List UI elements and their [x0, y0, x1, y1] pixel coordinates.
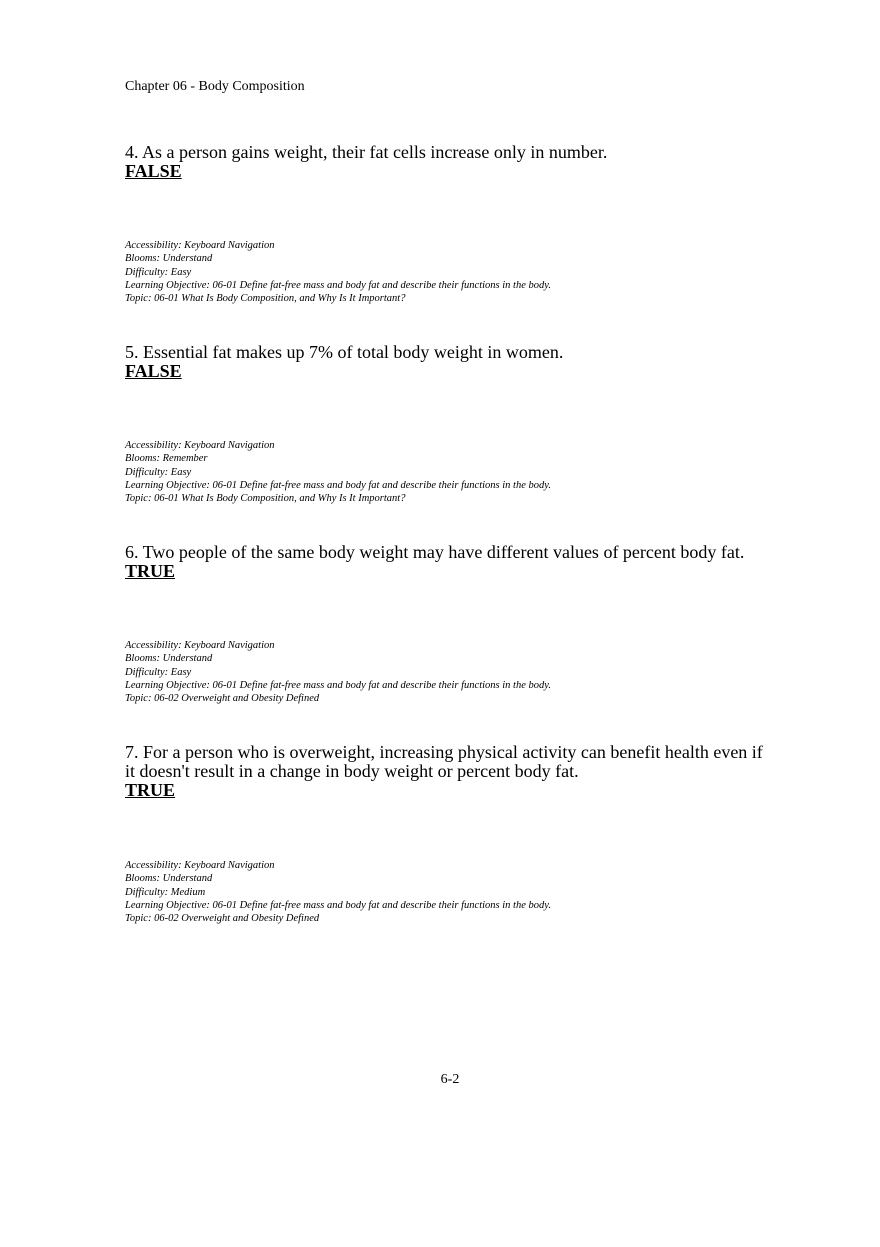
meta-topic: Topic: 06-01 What Is Body Composition, and Why Is It Important? — [125, 293, 406, 305]
question-5-metadata — [125, 439, 551, 505]
question-7-metadata — [125, 859, 551, 925]
answer-label: TRUE — [125, 561, 176, 581]
meta-difficulty: Difficulty: Medium — [125, 886, 206, 898]
meta-topic: Topic: 06-02 Overweight and Obesity Defined — [125, 693, 320, 705]
meta-difficulty: Difficulty: Easy — [125, 666, 192, 678]
question-text: 7. For a person who is overweight, increasing physical activity can benefit health even if it doesn't result in a change in body weight or percent body fat. — [125, 742, 763, 781]
question-text: 6. Two people of the same body weight may have different values of percent body fat. — [125, 542, 745, 562]
question-text: 5. Essential fat makes up 7% of total body weight in women. — [125, 342, 564, 362]
question-text: 4. As a person gains weight, their fat cells increase only in number. — [125, 142, 608, 162]
question-6-metadata — [125, 639, 551, 705]
answer-label: FALSE — [125, 161, 182, 181]
page-number: 6-2 — [440, 1072, 460, 1087]
chapter-header: Chapter 06 - Body Composition — [125, 79, 305, 94]
meta-difficulty: Difficulty: Easy — [125, 266, 192, 278]
meta-blooms: Blooms: Understand — [125, 873, 213, 885]
question-4-metadata — [125, 239, 551, 305]
meta-accessibility: Accessibility: Keyboard Navigation — [125, 640, 275, 651]
meta-blooms: Blooms: Remember — [125, 453, 208, 465]
meta-blooms: Blooms: Understand — [125, 253, 213, 265]
answer-label: TRUE — [125, 780, 176, 800]
meta-accessibility: Accessibility: Keyboard Navigation — [125, 240, 275, 251]
answer-label: FALSE — [125, 361, 182, 381]
meta-topic: Topic: 06-01 What Is Body Composition, and Why Is It Important? — [125, 493, 406, 505]
meta-accessibility: Accessibility: Keyboard Navigation — [125, 860, 275, 871]
question-4 — [125, 143, 765, 181]
meta-learning-objective: Learning Objective: 06-01 Define fat-free mass and body fat and describe their functions in the body. — [125, 899, 551, 911]
question-7 — [125, 743, 765, 800]
question-5 — [125, 343, 765, 381]
meta-learning-objective: Learning Objective: 06-01 Define fat-free mass and body fat and describe their functions in the body. — [125, 479, 551, 491]
meta-topic: Topic: 06-02 Overweight and Obesity Defined — [125, 913, 320, 925]
meta-learning-objective: Learning Objective: 06-01 Define fat-free mass and body fat and describe their functions in the body. — [125, 279, 551, 291]
question-6 — [125, 543, 765, 581]
meta-blooms: Blooms: Understand — [125, 653, 213, 665]
meta-difficulty: Difficulty: Easy — [125, 466, 192, 478]
meta-learning-objective: Learning Objective: 06-01 Define fat-free mass and body fat and describe their functions in the body. — [125, 679, 551, 691]
meta-accessibility: Accessibility: Keyboard Navigation — [125, 440, 275, 451]
